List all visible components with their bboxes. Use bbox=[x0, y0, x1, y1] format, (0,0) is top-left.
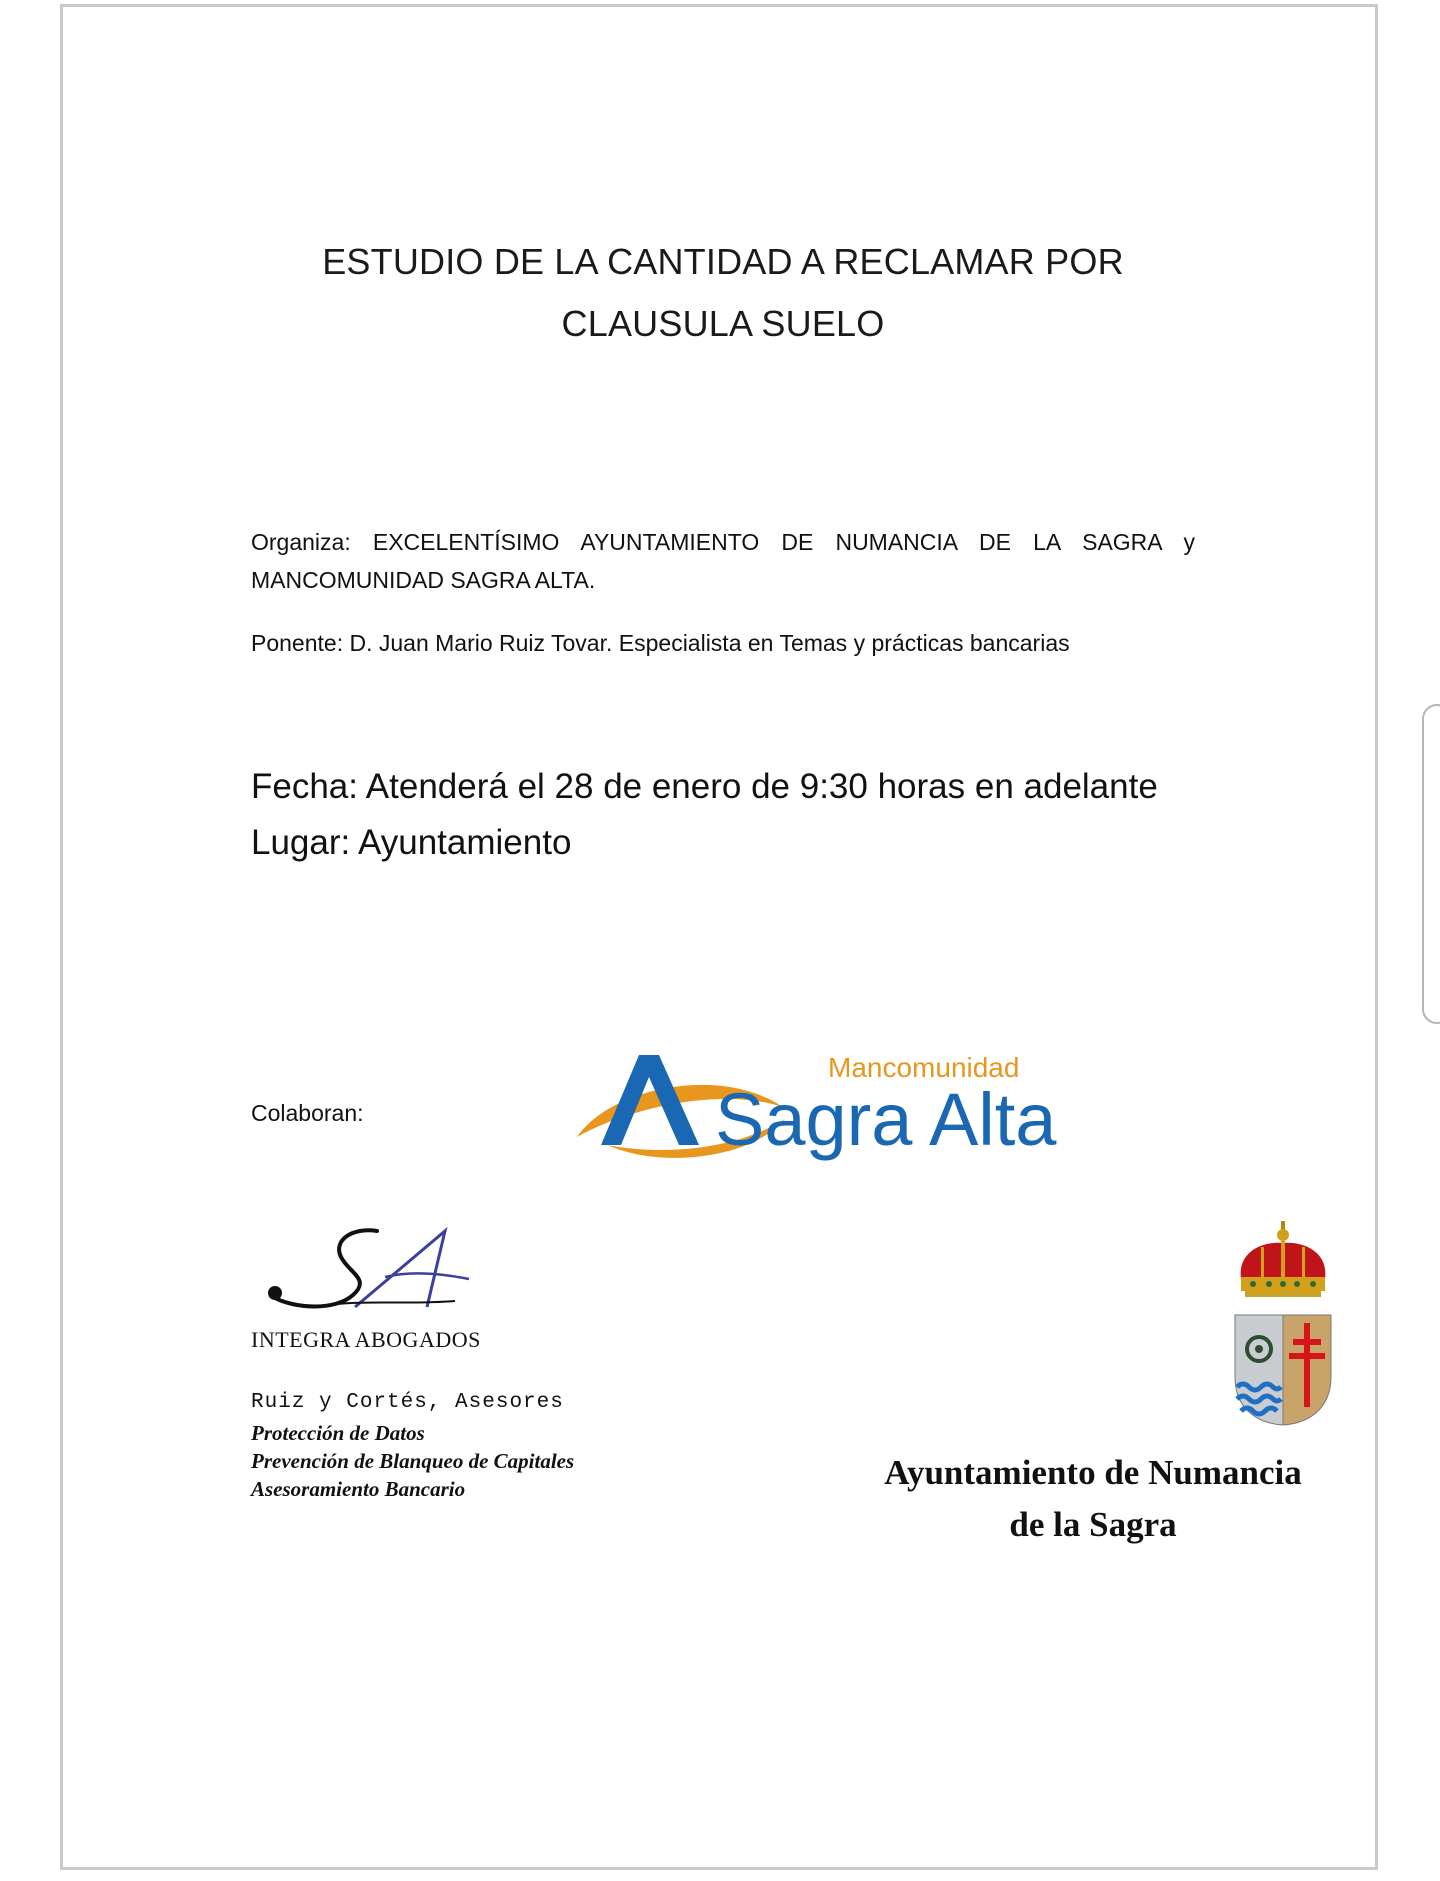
crown-base bbox=[1245, 1291, 1321, 1297]
collaborators-label: Colaboran: bbox=[251, 1100, 364, 1126]
date-line: Fecha: Atenderá el 28 de enero de 9:30 horas en adelante bbox=[251, 767, 1158, 806]
shield-wheel-hub bbox=[1255, 1345, 1263, 1353]
organizer-line-1: Organiza: EXCELENTÍSIMO AYUNTAMIENTO DE NUMANCIA DE LA SAGRA y bbox=[251, 529, 1195, 555]
ayuntamiento-name bbox=[823, 1447, 1363, 1551]
integra-abogados-logo bbox=[259, 1221, 539, 1321]
coat-of-arms-icon bbox=[1227, 1219, 1339, 1437]
organizer-line-2: MANCOMUNIDAD SAGRA ALTA. bbox=[251, 567, 596, 593]
place-line: Lugar: Ayuntamiento bbox=[251, 823, 572, 862]
title-line-1: ESTUDIO DE LA CANTIDAD A RECLAMAR POR bbox=[322, 241, 1124, 282]
firm-service-item: Protección de Datos bbox=[251, 1421, 425, 1445]
crown-orb bbox=[1277, 1229, 1289, 1241]
logo-mancomunidad-text: Mancomunidad bbox=[828, 1052, 1020, 1083]
sagra-alta-logo bbox=[571, 1047, 1127, 1165]
integra-name: INTEGRA ABOGADOS bbox=[251, 1327, 481, 1352]
page-title bbox=[263, 231, 1183, 355]
shield-cross-bar-bottom bbox=[1289, 1353, 1325, 1359]
logo-a-stroke bbox=[355, 1231, 445, 1307]
organizer-paragraph bbox=[251, 523, 1195, 599]
ayuntamiento-line-1: Ayuntamiento de Numancia bbox=[884, 1453, 1302, 1492]
firm-service-item: Asesoramiento Bancario bbox=[251, 1477, 466, 1501]
speaker-line: Ponente: D. Juan Mario Ruiz Tovar. Especialista en Temas y prácticas bancarias bbox=[251, 630, 1070, 656]
logo-s-stroke bbox=[273, 1230, 377, 1306]
ayuntamiento-line-2: de la Sagra bbox=[1009, 1505, 1177, 1544]
shield-cross-bar-top bbox=[1293, 1339, 1321, 1345]
title-line-2: CLAUSULA SUELO bbox=[561, 303, 885, 344]
document-page bbox=[60, 4, 1378, 1870]
logo-s-dot bbox=[268, 1286, 282, 1300]
firm-service-item: Prevención de Blanqueo de Capitales bbox=[251, 1449, 575, 1473]
firm-name: Ruiz y Cortés, Asesores bbox=[251, 1391, 564, 1414]
logo-sagra-alta-text: Sagra Alta bbox=[715, 1078, 1057, 1161]
shield-cross-vertical bbox=[1304, 1323, 1310, 1407]
logo-a-crossbar bbox=[385, 1273, 469, 1279]
scroll-handle[interactable] bbox=[1422, 704, 1440, 1024]
